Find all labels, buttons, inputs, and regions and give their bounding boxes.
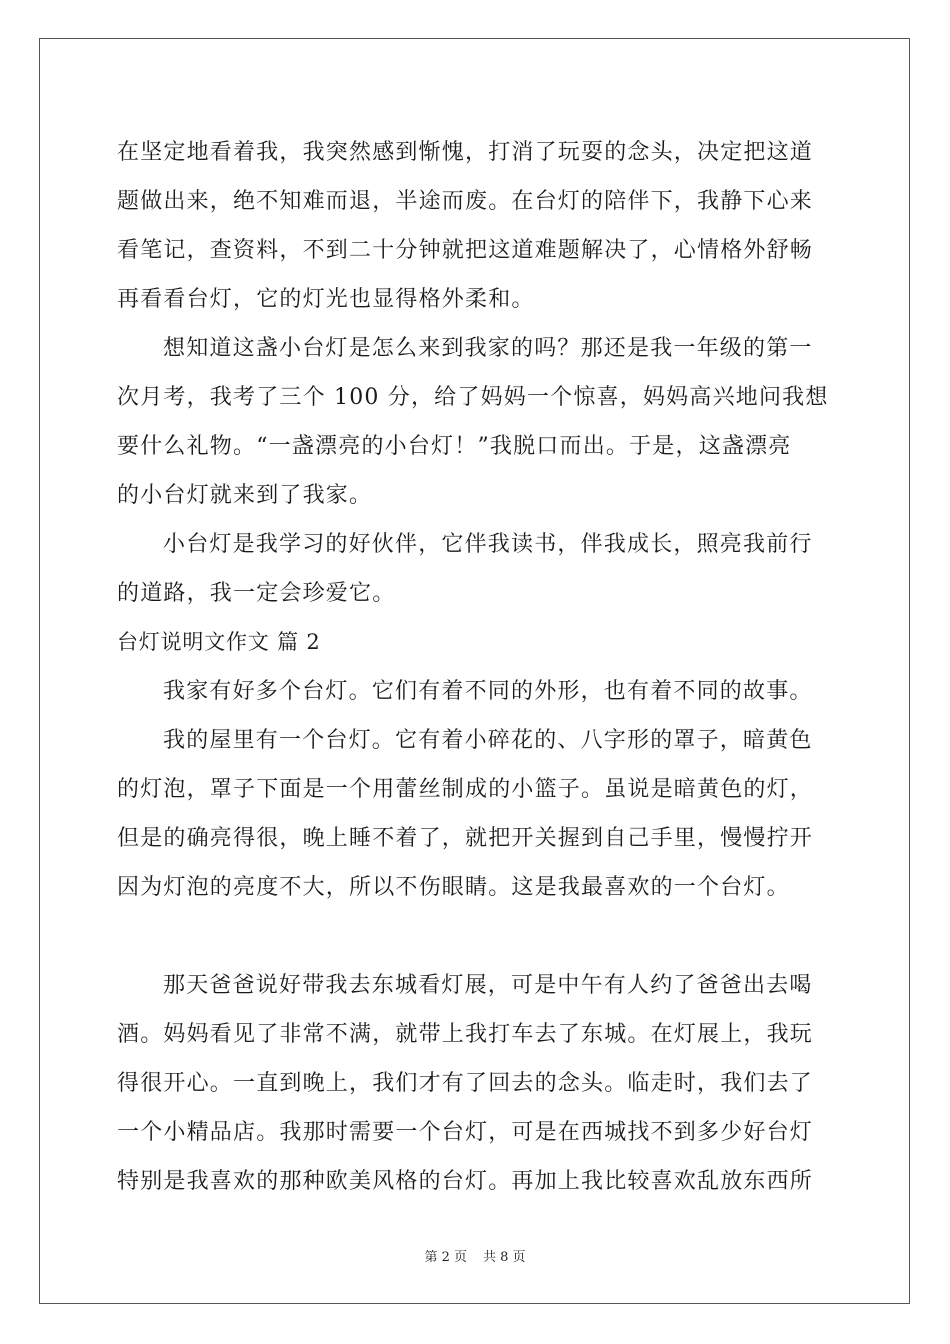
text-line: 的小台灯就来到了我家。: [117, 483, 373, 508]
text-line: 的灯泡，罩子下面是一个用蕾丝制成的小篮子。虽说是暗黄色的灯，: [117, 777, 814, 802]
paragraph-start-line: 小台灯是我学习的好伙伴，它伴我读书，伴我成长，照亮我前行: [163, 532, 813, 557]
paragraph-start-line: 那天爸爸说好带我去东城看灯展，可是中午有人约了爸爸出去喝: [163, 973, 813, 998]
text-line: 的道路，我一定会珍爱它。: [117, 581, 396, 606]
page-footer: [0, 1246, 950, 1265]
text-line: 一个小精品店。我那时需要一个台灯，可是在西城找不到多少好台灯: [117, 1120, 814, 1145]
text-line: 次月考，我考了三个 100 分，给了妈妈一个惊喜，妈妈高兴地问我想: [117, 385, 829, 410]
paragraph-start-line: 想知道这盏小台灯是怎么来到我家的吗？那还是我一年级的第一: [163, 336, 813, 361]
document-body: [117, 128, 833, 1206]
section-heading: 台灯说明文作文 篇 2: [117, 630, 321, 654]
text-line: 看笔记，查资料，不到二十分钟就把这道难题解决了，心情格外舒畅: [117, 238, 814, 263]
text-line: 特别是我喜欢的那种欧美风格的台灯。再加上我比较喜欢乱放东西所: [117, 1169, 814, 1194]
text-line: 但是的确亮得很，晚上睡不着了，就把开关握到自己手里，慢慢拧开: [117, 826, 814, 851]
page-number: 第 2 页: [424, 1250, 467, 1265]
blank-line: [117, 912, 833, 961]
text-line: 要什么礼物。“一盏漂亮的小台灯！”我脱口而出。于是，这盏漂亮: [117, 434, 792, 459]
paragraph-start-line: 我的屋里有一个台灯。它有着小碎花的、八字形的罩子，暗黄色: [163, 728, 813, 753]
text-line: 在坚定地看着我，我突然感到惭愧，打消了玩耍的念头，决定把这道: [117, 140, 814, 165]
text-line: 因为灯泡的亮度不大，所以不伤眼睛。这是我最喜欢的一个台灯。: [117, 875, 790, 900]
text-line: 题做出来，绝不知难而退，半途而废。在台灯的陪伴下，我静下心来: [117, 189, 814, 214]
text-line: 再看看台灯，它的灯光也显得格外柔和。: [117, 287, 535, 312]
text-line: 酒。妈妈看见了非常不满，就带上我打车去了东城。在灯展上，我玩: [117, 1022, 814, 1047]
text-line: 得很开心。一直到晚上，我们才有了回去的念头。临走时，我们去了: [117, 1071, 814, 1096]
paragraph-start-line: 我家有好多个台灯。它们有着不同的外形，也有着不同的故事。: [163, 679, 813, 704]
page-total: 共 8 页: [483, 1250, 526, 1265]
